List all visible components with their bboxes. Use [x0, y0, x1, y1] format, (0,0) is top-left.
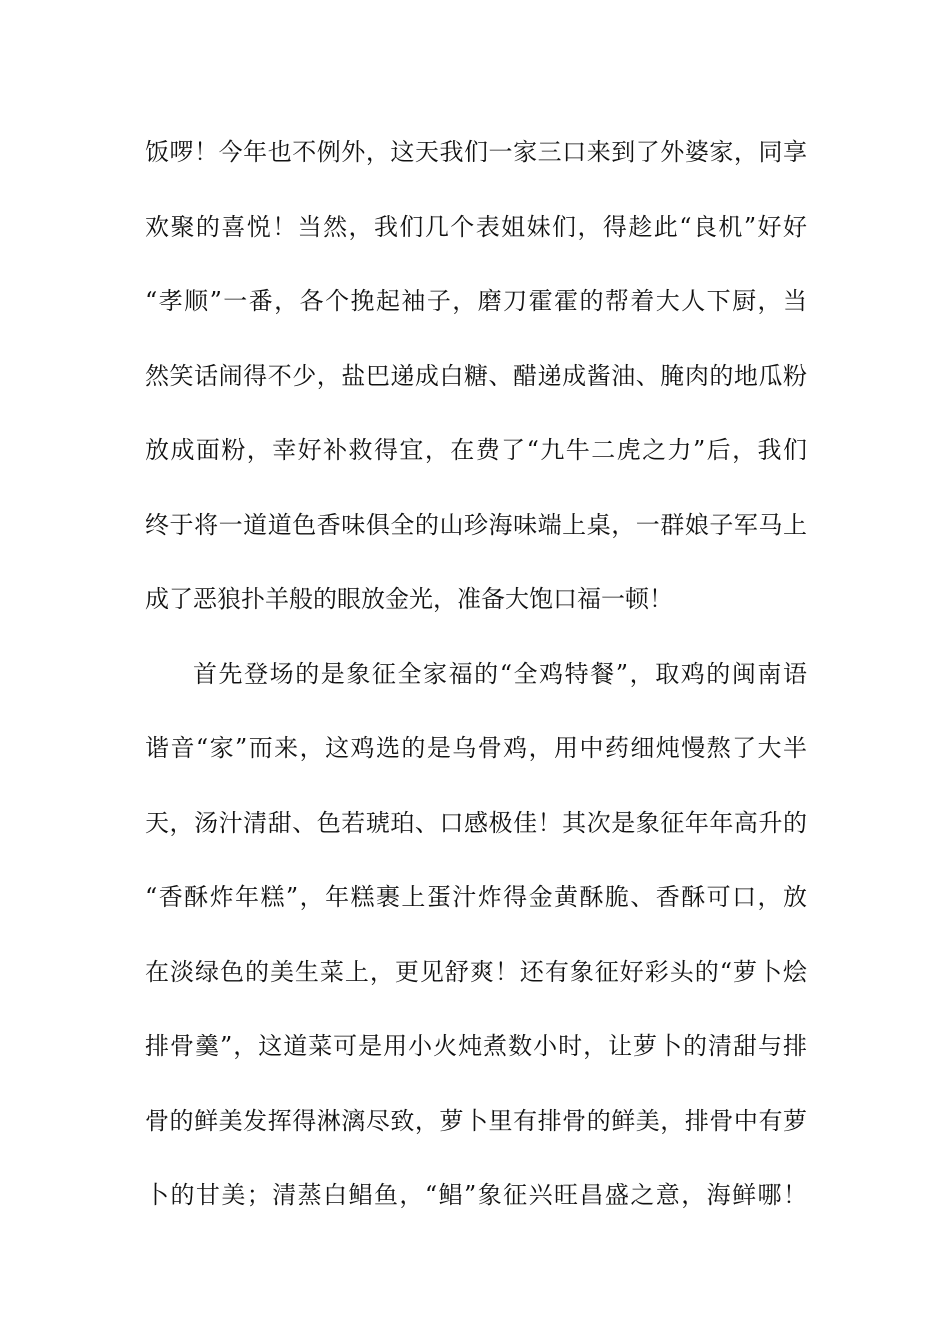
text-line: 成了恶狼扑羊般的眼放金光，准备大饱口福一顿！	[145, 585, 673, 613]
text-line: 排骨羹”，这道菜可是用小火炖煮数小时，让萝卜的清甜与排	[145, 1032, 807, 1060]
text-line: 卜的甘美；清蒸白鲳鱼，“鲳”象征兴旺昌盛之意，海鲜哪！	[145, 1181, 807, 1209]
text-line: 终于将一道道色香味俱全的山珍海味端上桌，一群娘子军马上	[145, 511, 807, 539]
text-line: “香酥炸年糕”，年糕裹上蛋汁炸得金黄酥脆、香酥可口，放	[145, 883, 807, 911]
text-line: 欢聚的喜悦！当然，我们几个表姐妹们，得趁此“良机”好好	[145, 213, 807, 241]
text-line: 在淡绿色的美生菜上，更见舒爽！还有象征好彩头的“萝卜烩	[145, 958, 807, 986]
text-line: 首先登场的是象征全家福的“全鸡特餐”，取鸡的闽南语	[193, 660, 807, 688]
text-line: “孝顺”一番，各个挽起袖子，磨刀霍霍的帮着大人下厨，当	[145, 287, 807, 315]
text-line: 然笑话闹得不少，盐巴递成白糖、醋递成酱油、腌肉的地瓜粉	[145, 362, 807, 390]
text-line: 饭啰！今年也不例外，这天我们一家三口来到了外婆家，同享	[145, 138, 807, 166]
text-line: 放成面粉，幸好补救得宜，在费了“九牛二虎之力”后，我们	[145, 436, 807, 464]
text-line: 天，汤汁清甜、色若琥珀、口感极佳！其次是象征年年高升的	[145, 809, 807, 837]
text-line: 谐音“家”而来，这鸡选的是乌骨鸡，用中药细炖慢熬了大半	[145, 734, 807, 762]
text-line: 骨的鲜美发挥得淋漓尽致，萝卜里有排骨的鲜美，排骨中有萝	[145, 1107, 807, 1135]
